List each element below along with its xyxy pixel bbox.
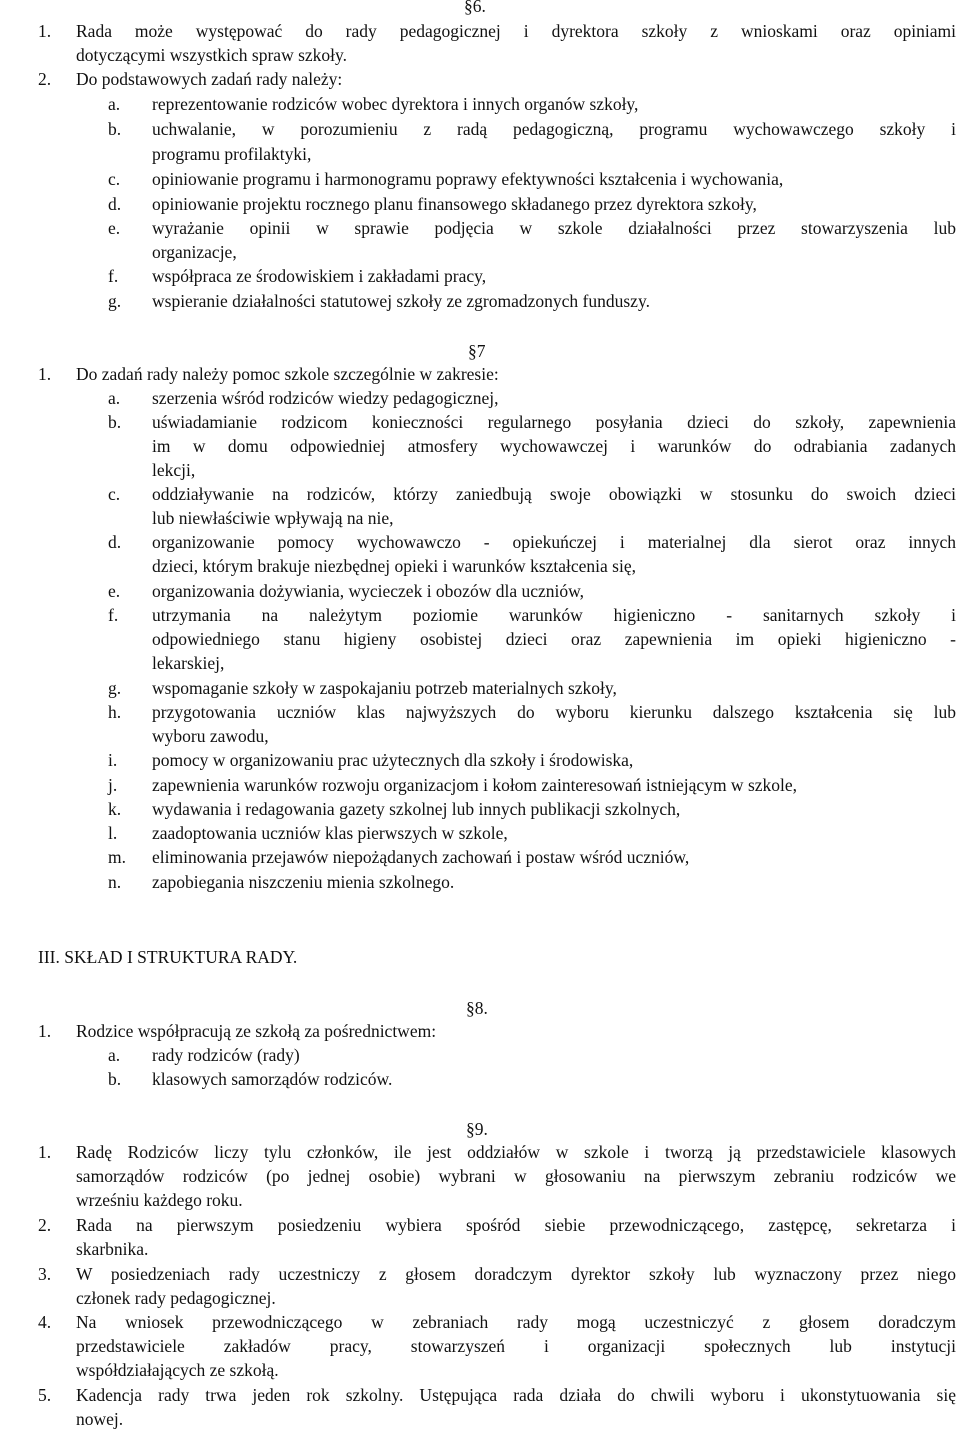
subitem-letter: a. <box>108 1045 121 1065</box>
subitem-letter: d. <box>108 194 122 214</box>
subitem-text: wspomaganie szkoły w zaspokajaniu potrzeb materialnych szkoły, <box>152 678 617 698</box>
subitem-text: wyrażanie opinii w sprawie podjęcia w szkole działalności przez stowarzyszenia lub <box>152 218 956 238</box>
item-text: przedstawiciele zakładów pracy, stowarzyszeń i organizacji społecznych lub instytucji <box>76 1336 956 1356</box>
subitem-text: opiniowanie programu i harmonogramu poprawy efektywności kształcenia i wychowania, <box>152 169 784 189</box>
subitem-letter: f. <box>108 266 119 286</box>
subitem-letter: g. <box>108 291 122 311</box>
subitem-text: eliminowania przejawów niepożądanych zachowań i postaw wśród uczniów, <box>152 847 690 867</box>
item-text: Kadencja rady trwa jeden rok szkolny. Ustępująca rada działa do chwili wyboru i ukonstytuowania się <box>76 1385 956 1405</box>
subitem-text: oddziaływanie na rodziców, którzy zaniedbują swoje obowiązki w stosunku do swoich dzieci <box>152 484 956 504</box>
subitem-letter: e. <box>108 581 121 601</box>
item-number: 5. <box>38 1385 52 1405</box>
item-text: W posiedzeniach rady uczestniczy z głosem doradczym dyrektor szkoły lub wyznaczony przez niego <box>76 1264 956 1284</box>
item-number: 1. <box>38 21 52 41</box>
subitem-text: uświadamianie rodzicom konieczności regularnego posyłania dzieci do szkoły, zapewnienia <box>152 412 956 432</box>
subitem-text: opiniowanie projektu rocznego planu finansowego składanego przez dyrektora szkoły, <box>152 194 757 214</box>
subitem-text: wydawania i redagowania gazety szkolnej lub innych publikacji szkolnych, <box>152 799 681 819</box>
item-text: Do zadań rady należy pomoc szkole szczególnie w zakresie: <box>76 364 499 384</box>
item-text: nowej. <box>76 1409 124 1429</box>
section-heading: §6. <box>464 0 486 16</box>
subitem-text: szerzenia wśród rodziców wiedzy pedagogicznej, <box>152 388 499 408</box>
item-text: skarbnika. <box>76 1239 149 1259</box>
section-heading: §8. <box>466 998 488 1018</box>
subitem-text: przygotowania uczniów klas najwyższych do wyboru kierunku dalszego kształcenia się lub <box>152 702 956 722</box>
item-text: Rada może występować do rady pedagogicznej i dyrektora szkoły z wnioskami oraz opiniami <box>76 21 956 41</box>
subitem-text: zapobiegania niszczeniu mienia szkolnego. <box>152 872 455 892</box>
item-text: członek rady pedagogicznej. <box>76 1288 276 1308</box>
subitem-letter: l. <box>108 823 118 843</box>
subitem-letter: n. <box>108 872 122 892</box>
item-number: 4. <box>38 1312 52 1332</box>
subitem-text: wspieranie działalności statutowej szkoły ze zgromadzonych funduszy. <box>152 291 650 311</box>
item-text: współdziałających ze szkołą. <box>76 1360 279 1380</box>
subitem-letter: e. <box>108 218 121 238</box>
subitem-letter: j. <box>108 775 118 795</box>
item-text: Rada na pierwszym posiedzeniu wybiera spośród siebie przewodniczącego, zastępcę, sekretarza i <box>76 1215 956 1235</box>
subitem-letter: a. <box>108 388 121 408</box>
subitem-letter: k. <box>108 799 122 819</box>
subitem-text: pomocy w organizowaniu prac użytecznych dla szkoły i środowiska, <box>152 750 634 770</box>
subitem-text: współpraca ze środowiskiem i zakładami pracy, <box>152 266 487 286</box>
subitem-text: dzieci, którym brakuje niezbędnej opieki i warunków kształcenia się, <box>152 556 636 576</box>
item-number: 3. <box>38 1264 52 1284</box>
subitem-letter: d. <box>108 532 122 552</box>
subitem-text: im w domu odpowiedniej atmosfery wychowawczej i warunków do odrabiania zadanych <box>152 436 956 456</box>
subitem-letter: a. <box>108 94 121 114</box>
section-heading: §7 <box>468 341 486 361</box>
subitem-letter: c. <box>108 169 121 189</box>
subitem-text: organizowania dożywiania, wycieczek i obozów dla uczniów, <box>152 581 584 601</box>
subitem-text: lub niewłaściwie wpływają na nie, <box>152 508 394 528</box>
subitem-text: utrzymania na należytym poziomie warunków higieniczno - sanitarnych szkoły i <box>152 605 956 625</box>
subitem-letter: i. <box>108 750 118 770</box>
subitem-text: organizacje, <box>152 242 237 262</box>
subitem-text: programu profilaktyki, <box>152 144 312 164</box>
item-text: samorządów rodziców (po jednej osobie) wybrani w głosowaniu na pierwszym zebraniu rodziców we <box>76 1166 956 1186</box>
item-number: 1. <box>38 364 52 384</box>
subitem-text: zaadoptowania uczniów klas pierwszych w szkole, <box>152 823 508 843</box>
subitem-text: wyboru zawodu, <box>152 726 269 746</box>
subitem-text: uchwalanie, w porozumieniu z radą pedagogiczną, programu wychowawczego szkoły i <box>152 119 956 139</box>
subitem-text: rady rodziców (rady) <box>152 1045 300 1065</box>
item-text: dotyczącymi wszystkich spraw szkoły. <box>76 45 348 65</box>
item-text: wrześniu każdego roku. <box>76 1190 243 1210</box>
subitem-letter: f. <box>108 605 119 625</box>
item-text: Na wniosek przewodniczącego w zebraniach rady mogą uczestniczyć z głosem doradczym <box>76 1312 956 1332</box>
subitem-letter: b. <box>108 412 122 432</box>
subitem-letter: b. <box>108 1069 122 1089</box>
subitem-letter: b. <box>108 119 122 139</box>
subitem-text: reprezentowanie rodziców wobec dyrektora i innych organów szkoły, <box>152 94 639 114</box>
subitem-text: odpowiedniego stanu higieny osobistej dzieci oraz zapewnienia im opieki higieniczno - <box>152 629 956 649</box>
subitem-text: lekarskiej, <box>152 653 225 673</box>
item-number: 2. <box>38 1215 52 1235</box>
subitem-text: zapewnienia warunków rozwoju organizacjom i kołom zainteresowań istniejącym w szkole, <box>152 775 798 795</box>
subitem-text: klasowych samorządów rodziców. <box>152 1069 393 1089</box>
item-number: 2. <box>38 69 52 89</box>
chapter-heading: III. SKŁAD I STRUKTURA RADY. <box>38 947 298 967</box>
subitem-letter: c. <box>108 484 121 504</box>
item-text: Rodzice współpracują ze szkołą za pośrednictwem: <box>76 1021 437 1041</box>
item-number: 1. <box>38 1142 52 1162</box>
section-heading: §9. <box>466 1119 488 1139</box>
subitem-letter: m. <box>108 847 126 867</box>
item-text: Radę Rodziców liczy tylu członków, ile jest oddziałów w szkole i tworzą ją przedstawiciele klasowych <box>76 1142 956 1162</box>
subitem-text: lekcji, <box>152 460 196 480</box>
item-number: 1. <box>38 1021 52 1041</box>
subitem-letter: g. <box>108 678 122 698</box>
subitem-text: organizowanie pomocy wychowawczo - opiekuńczej i materialnej dla sierot oraz innych <box>152 532 956 552</box>
item-text: Do podstawowych zadań rady należy: <box>76 69 343 89</box>
subitem-letter: h. <box>108 702 122 722</box>
